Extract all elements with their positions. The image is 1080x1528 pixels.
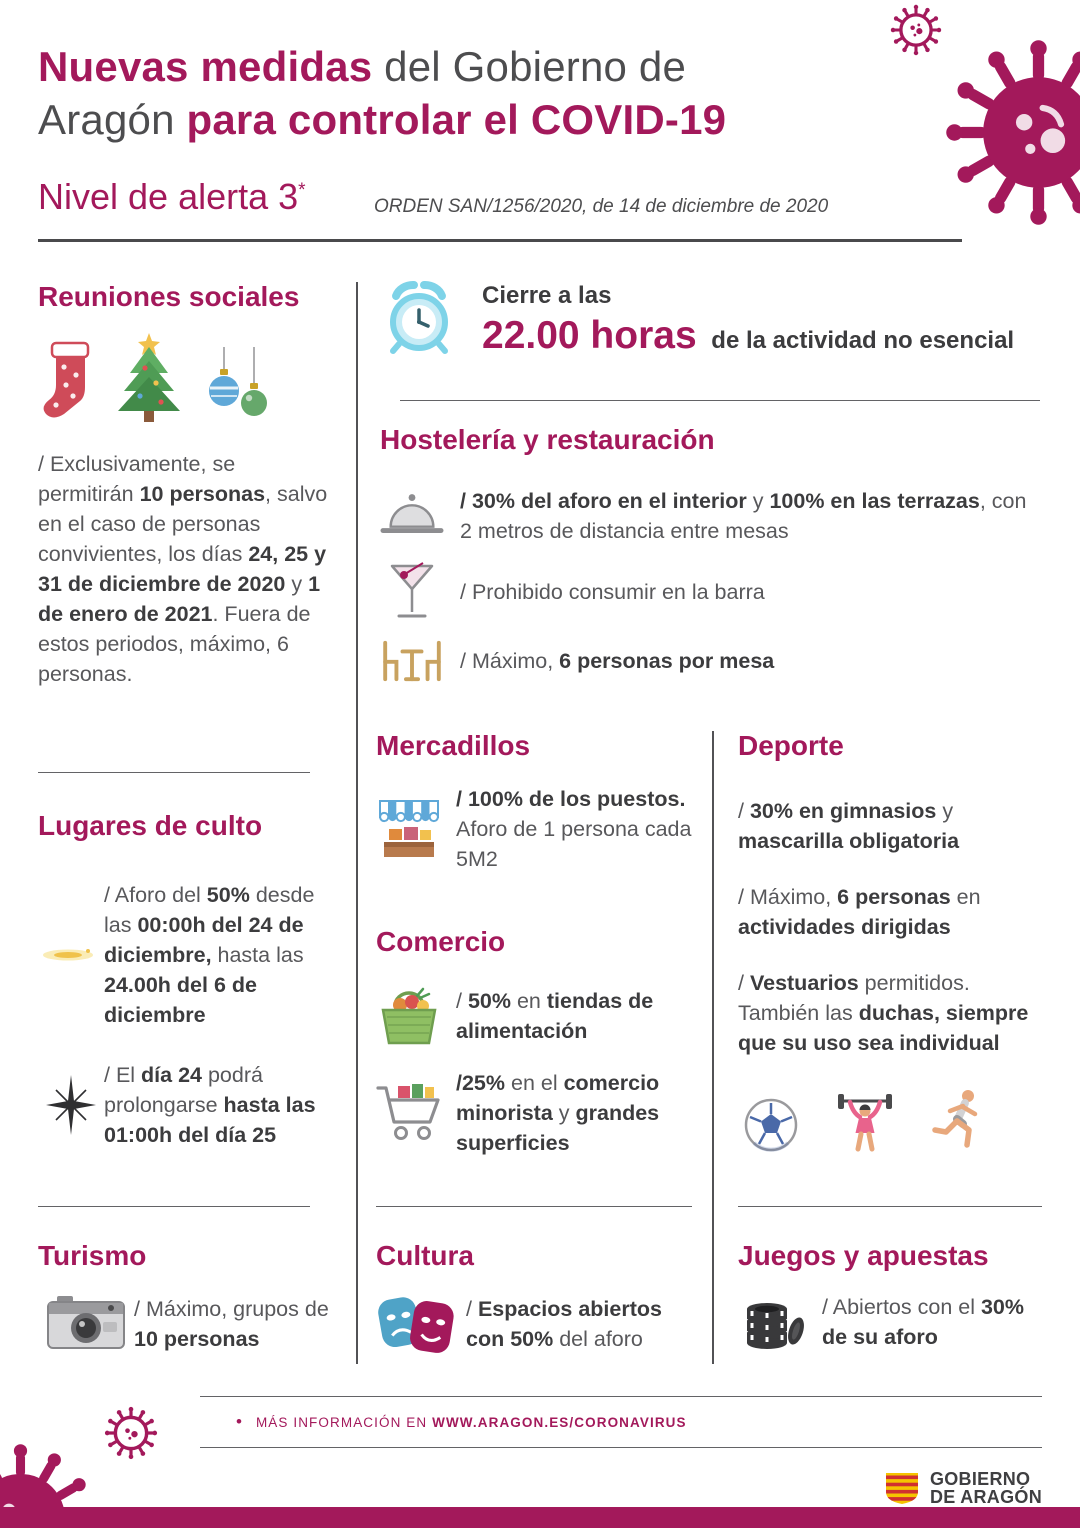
closure-text	[482, 280, 1014, 358]
gobierno-aragon-logo	[884, 1470, 1042, 1506]
hosteleria-heading: Hostelería y restauración	[380, 424, 715, 455]
title-line-2: Aragón para controlar el COVID-19	[38, 96, 727, 143]
comercio-heading: Comercio	[376, 926, 506, 957]
section-lugares-de-culto	[38, 810, 342, 1150]
hosteleria-text-barra: / Prohibido consumir en la barra	[460, 580, 765, 604]
alert-asterisk: *	[298, 180, 306, 201]
section-mercadillos	[376, 730, 696, 874]
comercio-text-alimentacion: / 50% en tiendas de alimentación	[456, 989, 654, 1043]
vertical-divider-right	[712, 731, 714, 1364]
hosteleria-text-aforo: / 30% del aforo en el interior y 100% en las terrazas, con 2 metros de distancia entre mesas	[460, 489, 1027, 543]
section-reuniones-sociales	[38, 281, 330, 689]
juegos-item	[738, 1292, 1044, 1352]
table-chairs-icon	[380, 638, 444, 684]
divider-middle	[376, 1206, 692, 1207]
runner-icon	[932, 1088, 984, 1152]
virus-icon	[840, 0, 1080, 262]
hosteleria-item-aforo	[380, 486, 1042, 546]
mercadillos-heading: Mercadillos	[376, 730, 531, 761]
footer-info-bar	[200, 1396, 1042, 1448]
divider-left-1	[38, 772, 310, 773]
christmas-baubles-icon	[204, 347, 270, 423]
mercadillos-text: / 100% de los puestos. Aforo de 1 persona cada 5M2	[456, 787, 692, 871]
divider-right	[738, 1206, 1042, 1207]
section-cierre	[382, 280, 1042, 358]
closure-suffix: de la actividad no esencial	[704, 327, 1015, 354]
cultura-item	[376, 1292, 696, 1356]
deporte-text-vestuarios: / Vestuarios permitidos. También las duchas, siempre que su uso sea individual	[738, 971, 1029, 1055]
juegos-text: / Abiertos con el 30% de su aforo	[822, 1295, 1024, 1349]
hosteleria-item-mesa	[380, 638, 1042, 684]
christmas-stocking-icon	[40, 341, 94, 423]
mercadillos-item	[376, 784, 696, 874]
christmas-tree-icon	[114, 333, 184, 423]
camera-icon	[47, 1294, 125, 1354]
food-basket-icon	[377, 986, 441, 1046]
culto-heading: Lugares de culto	[38, 810, 263, 841]
alert-level: Nivel de alerta 3*	[38, 176, 306, 217]
title-line-1: Nuevas medidas del Gobierno de	[38, 43, 687, 90]
cultura-heading: Cultura	[376, 1240, 474, 1271]
closure-time: 22.00 horas	[482, 314, 697, 357]
section-juegos-apuestas	[738, 1240, 1044, 1352]
reuniones-heading: Reuniones sociales	[38, 281, 300, 312]
soccer-ball-icon	[744, 1098, 798, 1152]
poker-chips-icon	[742, 1293, 806, 1351]
juegos-heading: Juegos y apuestas	[738, 1240, 989, 1271]
theater-masks-icon	[376, 1292, 456, 1356]
page-title	[38, 40, 726, 146]
bottom-accent-bar	[0, 1507, 1080, 1528]
section-cultura	[376, 1240, 696, 1356]
christmas-icons	[40, 333, 330, 423]
comercio-text-minorista: /25% en el comercio minorista y grandes superficies	[456, 1071, 660, 1155]
culto-text-dia24: / El día 24 podrá prolongarse hasta las 01:00h del día 25	[104, 1063, 316, 1147]
section-turismo	[38, 1240, 342, 1354]
turismo-item	[38, 1294, 342, 1354]
order-reference: ORDEN SAN/1256/2020, de 14 de diciembre de 2020	[374, 196, 829, 217]
divider-under-closure	[400, 400, 1040, 401]
star-icon	[44, 1074, 98, 1136]
turismo-text: / Máximo, grupos de 10 personas	[134, 1297, 329, 1351]
closure-intro: Cierre a las	[482, 282, 612, 309]
bullet: •	[236, 1412, 242, 1431]
shopping-cart-icon	[376, 1082, 442, 1144]
market-stall-icon	[377, 799, 441, 859]
section-comercio	[376, 926, 698, 1158]
section-hosteleria	[380, 424, 1042, 684]
reuniones-text: / Exclusivamente, se permitirán 10 personas, salvo en el caso de personas convivientes, los días 24, 25 y 31 de diciembre de 2020 y 1 de enero de 2021. Fuera de estos periodos, máximo, 6 personas.	[38, 452, 328, 686]
header-divider	[38, 239, 962, 242]
vertical-divider-left	[356, 282, 358, 1364]
culto-item-aforo	[38, 880, 342, 1030]
hosteleria-text-mesa: / Máximo, 6 personas por mesa	[460, 649, 775, 673]
logo-text: GOBIERNO DE ARAGÓN	[929, 1469, 1042, 1507]
section-deporte	[738, 730, 1044, 1152]
deporte-text-gimnasios: / 30% en gimnasios y mascarilla obligatoria	[738, 799, 960, 853]
sports-icons	[738, 1088, 1044, 1152]
more-info-text: MÁS INFORMACIÓN EN WWW.ARAGON.ES/CORONAVIRUS	[255, 1414, 687, 1430]
divider-left-2	[38, 1206, 310, 1207]
cultura-text: / Espacios abiertos con 50% del aforo	[466, 1297, 662, 1351]
turismo-heading: Turismo	[38, 1240, 147, 1271]
hosteleria-item-barra	[380, 562, 1042, 622]
comercio-item-alimentacion	[376, 986, 698, 1046]
alarm-clock-icon	[382, 280, 456, 356]
deporte-heading: Deporte	[738, 730, 844, 761]
aragon-shield-icon	[884, 1472, 920, 1505]
comercio-item-minorista	[376, 1068, 698, 1158]
weightlifter-icon	[836, 1090, 894, 1152]
deporte-text-actividades: / Máximo, 6 personas en actividades dirigidas	[738, 885, 981, 939]
light-glow-icon	[42, 942, 100, 968]
cocktail-icon	[389, 562, 435, 622]
culto-text-aforo: / Aforo del 50% desde las 00:00h del 24 de diciembre, hasta las 24.00h del 6 de diciembre	[104, 883, 315, 1027]
food-tray-icon	[380, 491, 444, 541]
culto-item-dia24	[38, 1060, 342, 1150]
